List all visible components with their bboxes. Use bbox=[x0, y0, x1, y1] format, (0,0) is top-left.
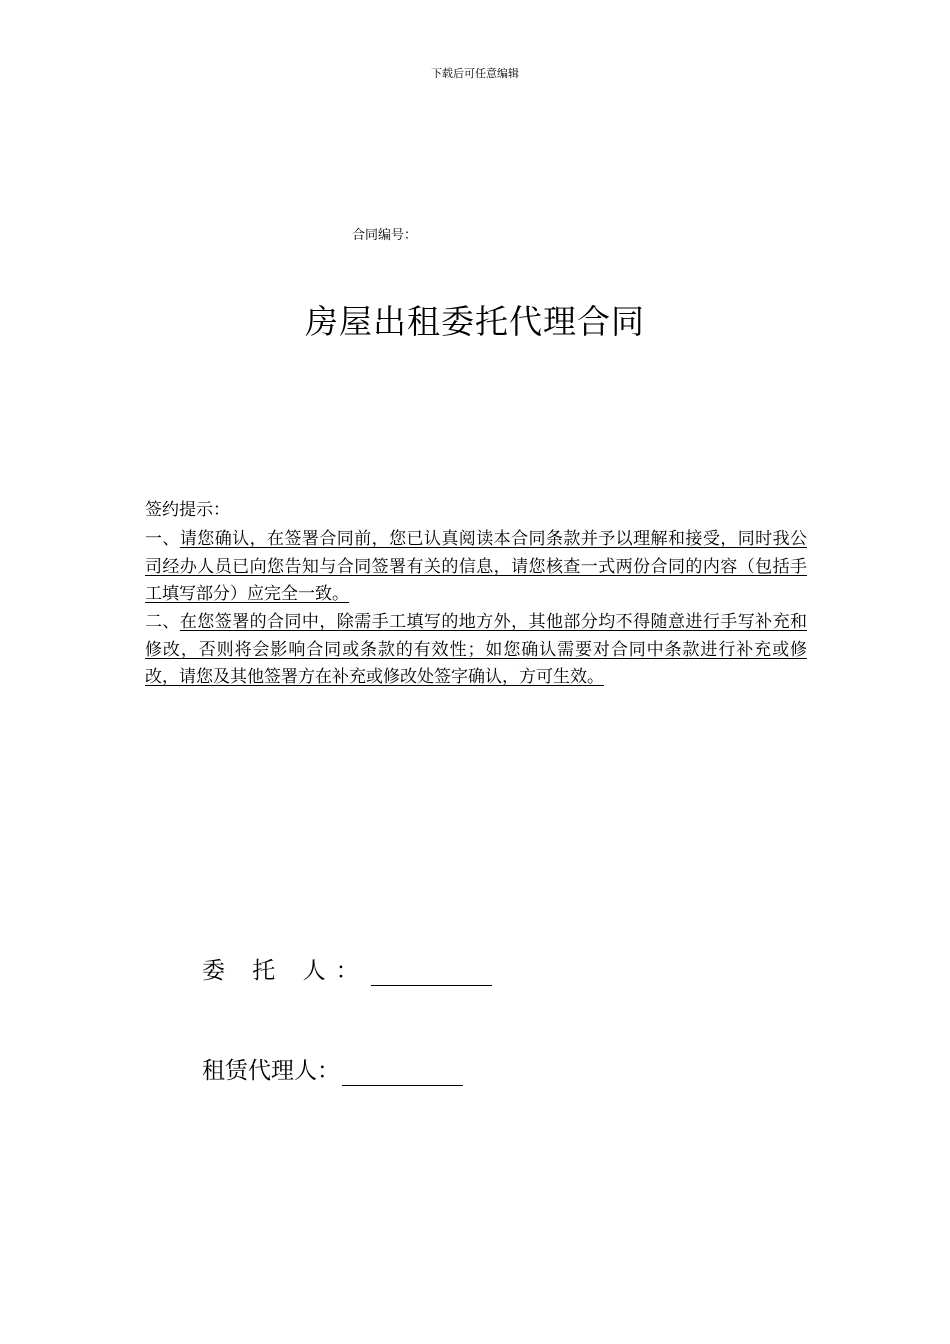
header-note: 下载后可任意编辑 bbox=[431, 67, 519, 80]
agent-label: 租赁代理人： bbox=[202, 1058, 340, 1084]
principal-signature-blank[interactable] bbox=[371, 961, 492, 986]
tip-prefix: 二、 bbox=[145, 612, 180, 632]
agent-signature-blank[interactable] bbox=[342, 1061, 463, 1086]
document-title: 房屋出租委托代理合同 bbox=[305, 302, 645, 341]
tip-text: 请您确认，在签署合同前，您已认真阅读本合同条款并予以理解和接受，同时我公司经办人员已向您告知与合同签署有关的信息，请您核查一式两份合同的内容（包括手工填写部分）应完全一致。 bbox=[145, 529, 808, 604]
signing-tips-heading: 签约提示： bbox=[145, 500, 230, 520]
principal-label: 委 托 人： bbox=[202, 958, 369, 984]
principal-signature-line bbox=[202, 956, 492, 986]
signing-tip-item bbox=[145, 526, 807, 609]
tip-prefix: 一、 bbox=[145, 529, 180, 549]
contract-number-label: 合同编号： bbox=[352, 228, 418, 243]
tip-text: 在您签署的合同中，除需手工填写的地方外，其他部分均不得随意进行手写补充和修改，否则将会影响合同或条款的有效性；如您确认需要对合同中条款进行补充或修改，请您及其他签署方在补充或修改处签字确认，方可生效。 bbox=[145, 612, 808, 687]
signing-tip-item bbox=[145, 609, 807, 692]
agent-signature-line bbox=[202, 1056, 463, 1086]
